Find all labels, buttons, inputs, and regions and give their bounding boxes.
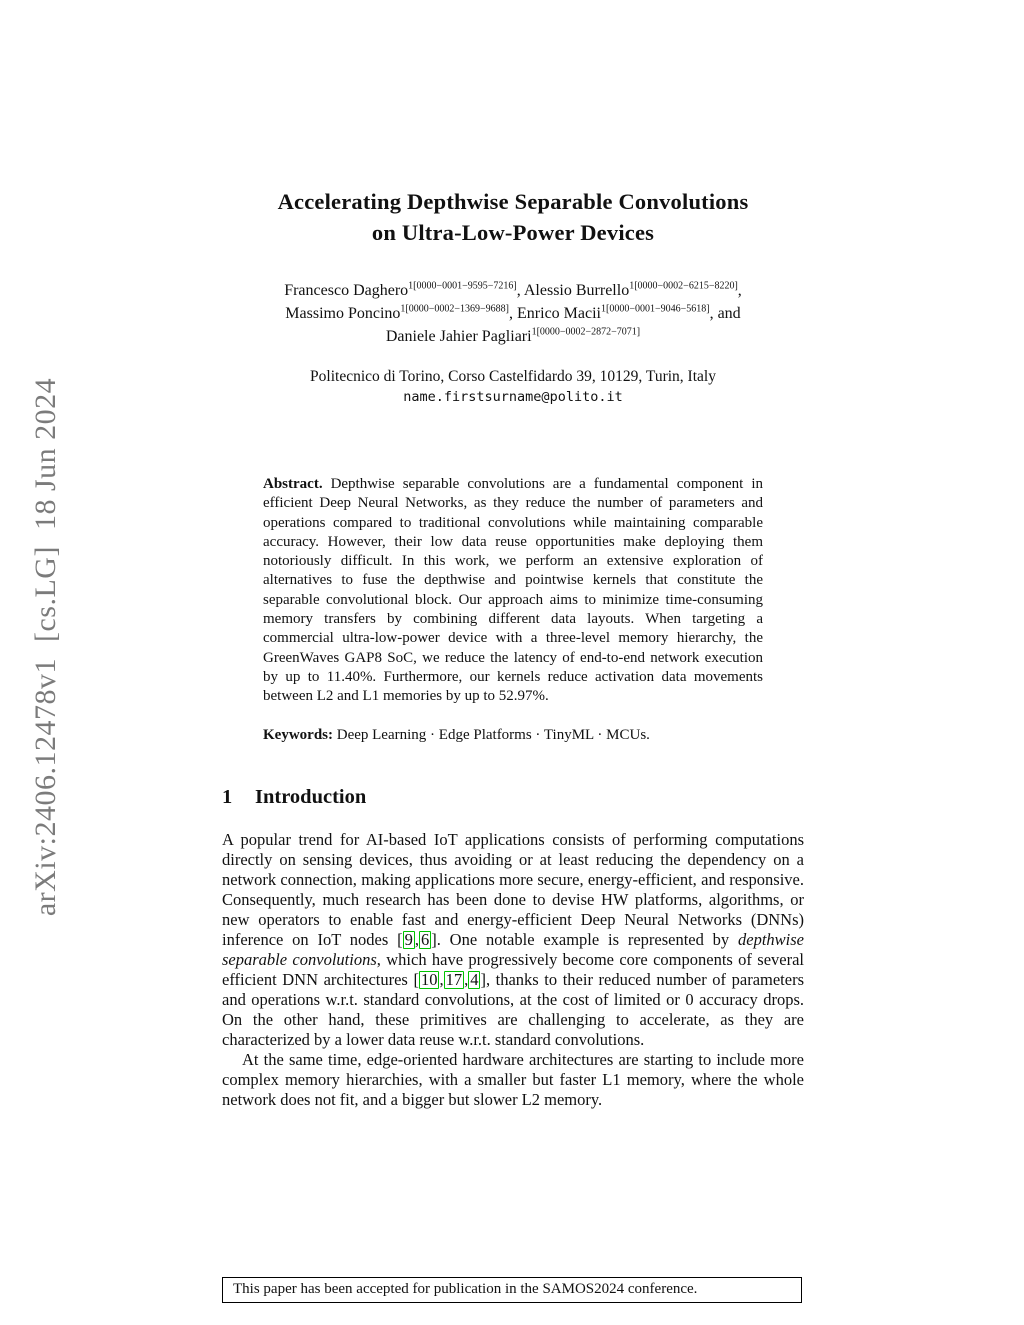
citation-link[interactable]: 17 <box>445 969 463 989</box>
keywords-text: Deep Learning · Edge Platforms · TinyML · MCUs. <box>336 726 650 743</box>
author-line <box>222 325 804 348</box>
author-name: Daniele Jahier Pagliari <box>385 328 532 345</box>
author-separator: , <box>737 282 742 299</box>
author-orcid: 1[0000−0002−6215−8220] <box>629 280 738 292</box>
author-orcid: 1[0000−0001−9595−7216] <box>408 280 517 292</box>
section-heading-introduction <box>222 786 804 809</box>
intro-paragraph-1 <box>222 830 804 1050</box>
author-separator: , and <box>709 305 741 322</box>
author-separator: , <box>509 305 518 322</box>
text-segment: ] <box>480 969 486 989</box>
author-line <box>222 302 804 325</box>
author-line <box>222 279 804 302</box>
text-segment: . One notable example is represented by <box>436 929 738 949</box>
author-orcid: 1[0000−0001−9046−5618] <box>600 303 710 315</box>
text-segment: , which have progressively become core components of several efficient DNN architectures <box>222 949 805 989</box>
author-separator: , <box>516 282 524 299</box>
author-list <box>222 279 804 348</box>
citation-link[interactable]: 6 <box>420 929 430 949</box>
text-segment: A popular trend for AI-based IoT applications consists of performing computations directly on sensing devices, thus avoiding or at least reducing the dependency on a network connection, making applications more secure, energy-efficient, and responsive. Consequently, much research has been done to devise HW platforms, algorithms, or new operators to enable fast and energy-efficient Deep Neural Networks (DNNs) inference on IoT nodes <box>222 829 804 949</box>
text-segment: , <box>414 929 419 949</box>
abstract-label: Abstract. <box>263 476 323 492</box>
citation-link[interactable]: 4 <box>470 969 479 989</box>
paper-title-line2: on Ultra-Low-Power Devices <box>371 220 655 245</box>
affiliation: Politecnico di Torino, Corso Castelfidardo 39, 10129, Turin, Italy <box>310 368 716 385</box>
paper-title-line1: Accelerating Depthwise Separable Convolutions <box>277 189 749 214</box>
contact-email: name.firstsurname@polito.it <box>403 389 623 405</box>
section-title: Introduction <box>255 785 367 808</box>
citation-link[interactable]: 10 <box>420 969 438 989</box>
text-segment: , <box>439 969 444 989</box>
emphasis-text: depthwise separable convolutions <box>222 929 804 969</box>
text-segment: ] <box>431 929 437 949</box>
abstract-text: Depthwise separable convolutions are a fundamental component in efficient Deep Neural Networks, as they reduce the number of parameters and operations compared to traditional convolutions while maintaining comparable accuracy. However, their low data reuse opportunities make deploying them notoriously difficult. In this work, we perform an extensive exploration of alternatives to fuse the depthwise and pointwise kernels that constitute the separable convolutional block. Our approach aims to minimize time-consuming memory transfers by combining different data layouts. When targeting a commercial ultra-low-power device with a three-level memory hierarchy, the GreenWaves GAP8 SoC, we reduce the latency of end-to-end network execution by up to 11.40%. Furthermore, our kernels reduce activation data movements between L2 and L1 memories by up to 52.97%. <box>263 476 763 705</box>
acceptance-notice: This paper has been accepted for publication in the SAMOS2024 conference. <box>222 1277 802 1303</box>
author-orcid: 1[0000−0002−2872−7071] <box>531 326 641 338</box>
author-name: Alessio Burrello <box>523 282 630 299</box>
text-segment: , <box>464 969 469 989</box>
paper-page <box>222 0 804 1110</box>
author-orcid: 1[0000−0002−1369−9688] <box>400 303 510 315</box>
intro-paragraph-2 <box>222 1050 804 1110</box>
paper-title <box>222 186 804 248</box>
author-name: Massimo Poncino <box>285 305 401 322</box>
citation-link[interactable]: 9 <box>404 929 413 949</box>
arxiv-watermark: arXiv:2406.12478v1 [cs.LG] 18 Jun 2024 <box>29 377 62 917</box>
author-name: Francesco Daghero <box>284 282 409 299</box>
keywords-label: Keywords: <box>263 726 333 743</box>
text-segment: At the same time, edge-oriented hardware architectures are starting to include more complex memory hierarchies, with a smaller but faster L1 memory, where the whole network does not fit, and a bigger but slower L2 memory. <box>222 1049 804 1109</box>
keywords <box>263 726 763 745</box>
section-number: 1 <box>222 785 233 808</box>
abstract <box>263 475 763 707</box>
text-segment: , thanks to their reduced number of parameters and operations w.r.t. standard convolutions, at the cost of limited or 0 accuracy drops. On the other hand, these primitives are challenging to accelerate, as they are characterized by a lower data reuse w.r.t. standard convolutions. <box>222 969 804 1049</box>
author-name: Enrico Macii <box>517 305 601 322</box>
text-segment: [ <box>397 929 403 949</box>
text-segment: [ <box>413 969 419 989</box>
